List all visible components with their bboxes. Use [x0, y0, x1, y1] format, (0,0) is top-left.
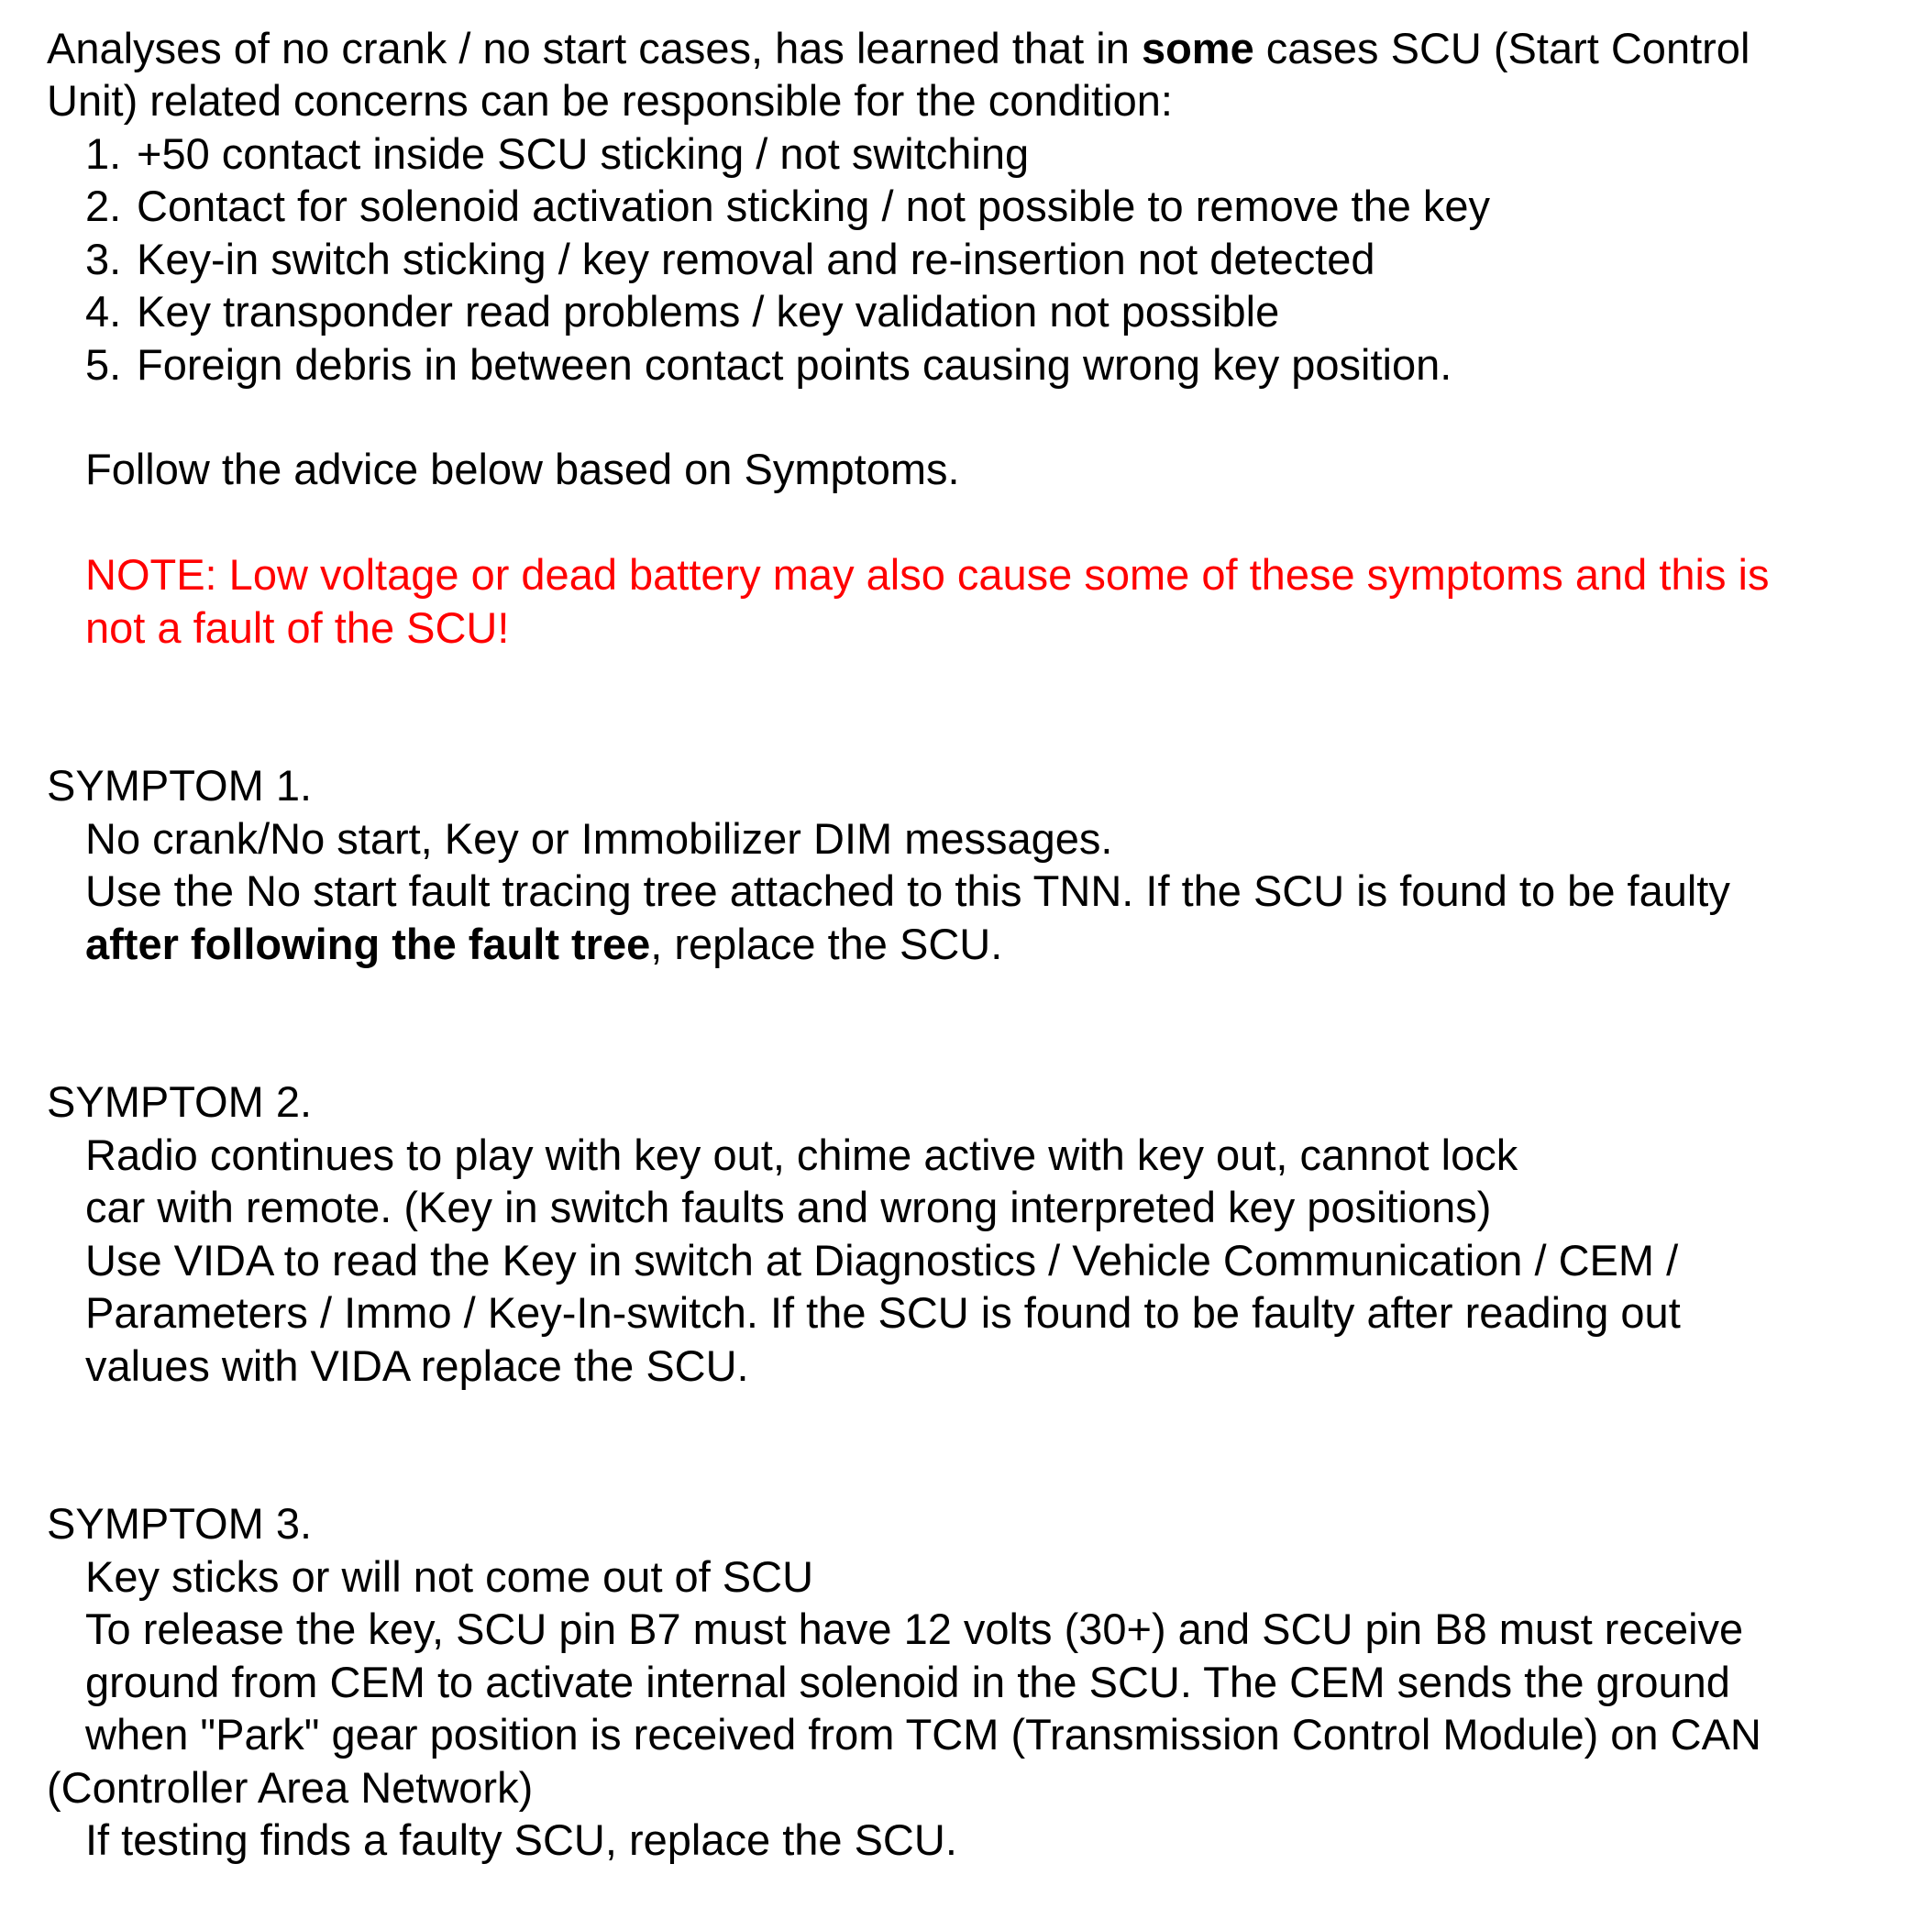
intro-bold-some: some: [1141, 24, 1254, 72]
intro-text-pre: Analyses of no crank / no start cases, has learned that in: [47, 24, 1142, 72]
cause-number: 3.: [85, 235, 122, 283]
symptom-3-line-6: If testing finds a faulty SCU, replace the SCU.: [85, 1815, 957, 1864]
cause-item-5: [85, 338, 1452, 392]
cause-number: 4.: [85, 287, 122, 336]
symptom-1-line-3: [85, 918, 1002, 971]
cause-text: +50 contact inside SCU sticking / not switching: [137, 129, 1030, 178]
symptom-3-line-2: To release the key, SCU pin B7 must have 12 volts (30+) and SCU pin B8 must receive: [85, 1605, 1744, 1653]
symptom-3-line-1: Key sticks or will not come out of SCU: [85, 1552, 814, 1601]
cause-text: Key-in switch sticking / key removal and re-insertion not detected: [137, 235, 1375, 283]
cause-text: Foreign debris in between contact points causing wrong key position.: [137, 340, 1452, 389]
symptom-1-bold-text: after following the fault tree: [85, 920, 651, 968]
intro-line-1: [47, 22, 1750, 75]
symptom-1-line-2: Use the No start fault tracing tree attached to this TNN. If the SCU is found to be faulty: [85, 866, 1730, 915]
symptom-3-line-4: when "Park" gear position is received from TCM (Transmission Control Module) on CAN: [85, 1710, 1761, 1759]
cause-item-4: [85, 285, 1279, 338]
intro-line-2: Unit) related concerns can be responsible for the condition:: [47, 76, 1173, 125]
cause-number: 5.: [85, 340, 122, 389]
intro-text-post: cases SCU (Start Control: [1253, 24, 1750, 72]
symptom-2-line-5: values with VIDA replace the SCU.: [85, 1341, 749, 1390]
symptom-3-heading: SYMPTOM 3.: [47, 1499, 313, 1548]
cause-item-1: [85, 127, 1029, 181]
cause-text: Key transponder read problems / key validation not possible: [137, 287, 1280, 336]
cause-number: 2.: [85, 182, 122, 230]
advice-line: Follow the advice below based on Symptoms.: [85, 445, 960, 493]
symptom-2-line-3: Use VIDA to read the Key in switch at Diagnostics / Vehicle Communication / CEM /: [85, 1236, 1679, 1285]
symptom-2-line-2: car with remote. (Key in switch faults and wrong interpreted key positions): [85, 1183, 1492, 1231]
symptom-1-line-1: No crank/No start, Key or Immobilizer DIM messages.: [85, 814, 1113, 863]
cause-item-2: [85, 180, 1490, 233]
cause-item-3: [85, 233, 1375, 286]
note-line-2: not a fault of the SCU!: [85, 603, 510, 652]
cause-text: Contact for solenoid activation sticking / not possible to remove the key: [137, 182, 1491, 230]
note-line-1: NOTE: Low voltage or dead battery may also cause some of these symptoms and this is: [85, 550, 1770, 599]
symptom-1-line-3-text: , replace the SCU.: [650, 920, 1003, 968]
cause-number: 1.: [85, 129, 122, 178]
symptom-2-line-4: Parameters / Immo / Key-In-switch. If the SCU is found to be faulty after reading out: [85, 1288, 1681, 1337]
symptom-2-heading: SYMPTOM 2.: [47, 1077, 313, 1126]
symptom-3-line-5: (Controller Area Network): [47, 1763, 534, 1812]
symptom-2-line-1: Radio continues to play with key out, chime active with key out, cannot lock: [85, 1130, 1518, 1179]
symptom-1-heading: SYMPTOM 1.: [47, 761, 313, 810]
symptom-3-line-3: ground from CEM to activate internal solenoid in the SCU. The CEM sends the ground: [85, 1658, 1730, 1706]
